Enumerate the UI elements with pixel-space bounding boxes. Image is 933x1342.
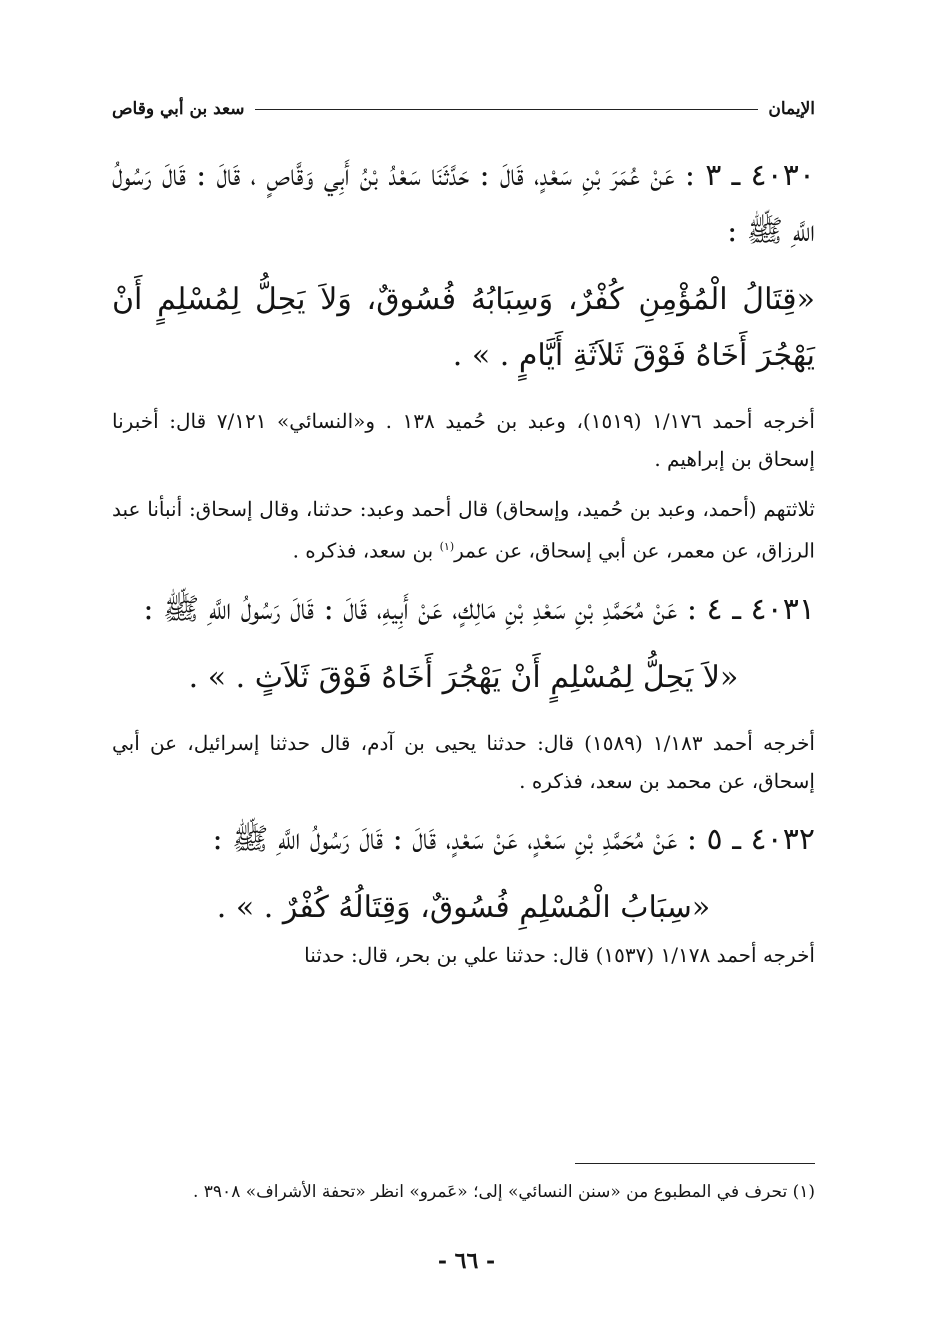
hadith-4032-isnad: ٤٠٣٢ ـ ٥ : عَنْ مُحَمَّدِ بْنِ سَعْدٍ، عَنْ سَعْدٍ، قَالَ : قَالَ رَسُولُ اللَّهِ ﷺ : bbox=[212, 821, 815, 857]
footnote-marker[interactable]: (١) bbox=[439, 540, 455, 553]
hadith-4031-matn: «لاَ يَحِلُّ لِمُسْلِمٍ أَنْ يَهْجُرَ أَخَاهُ فَوْقَ ثَلاَثٍ . » . bbox=[188, 659, 739, 695]
hadith-4032-takhrij: أخرجه أحمد ١/١٧٨ (١٥٣٧) قال: حدثنا علي بن بحر، قال: حدثنا bbox=[304, 942, 815, 967]
header-rule bbox=[255, 109, 759, 110]
page-number: - ٦٦ - bbox=[437, 1248, 496, 1274]
takhrij-text: ثلاثتهم (أحمد، وعبد بن حُميد، وإسحاق) قال أحمد وعبد: حدثنا، وقال إسحاق: أنبأنا عبد الرزاق، عن معمر، عن أبي إسحاق، عن عمر bbox=[112, 497, 815, 563]
running-header bbox=[112, 96, 815, 122]
header-section-title: الإيمان bbox=[768, 99, 815, 119]
hadith-4032-matn: «سِبَابُ الْمُسْلِمِ فُسُوقٌ، وَقِتَالُهُ كُفْرٌ . » . bbox=[216, 889, 711, 925]
footnote-separator bbox=[575, 1163, 815, 1164]
hadith-4030-takhrij-2 bbox=[112, 490, 815, 570]
page-body bbox=[112, 148, 815, 974]
takhrij-text-end: بن سعد، فذكره . bbox=[292, 538, 440, 563]
hadith-4031-isnad: ٤٠٣١ ـ ٤ : عَنْ مُحَمَّدِ بْنِ سَعْدِ بْنِ مَالِكٍ، عَنْ أَبِيهِ، قَالَ : قَالَ رَسُولُ اللَّهِ ﷺ : bbox=[143, 591, 815, 627]
hadith-4030-matn: «قِتَالُ الْمُؤْمِنِ كُفْرٌ، وَسِبَابُهُ فُسُوقٌ، وَلاَ يَحِلُّ لِمُسْلِمٍ أَنْ يَهْجُرَ أَخَاهُ فَوْقَ ثَلاَثَةِ أَيَّامٍ . » . bbox=[112, 282, 815, 373]
hadith-4030-takhrij-1: أخرجه أحمد ١/١٧٦ (١٥١٩)، وعبد بن حُميد ١٣٨ . و«النسائي» ٧/١٢١ قال: أخبرنا إسحاق بن إبراهيم . bbox=[112, 409, 815, 471]
hadith-4031-takhrij: أخرجه أحمد ١/١٨٣ (١٥٨٩) قال: حدثنا يحيى بن آدم، قال حدثنا إسرائيل، عن أبي إسحاق، عن محمد بن سعد، فذكره . bbox=[112, 730, 815, 793]
header-book-title: سعد بن أبي وقاص bbox=[112, 99, 245, 119]
footnote: (١) تحرف في المطبوع من «سنن النسائي» إلى؛ «عَمرو» انظر «تحفة الأشراف» ٣٩٠٨ . bbox=[192, 1182, 815, 1202]
hadith-4030-isnad: ٤٠٣٠ ـ ٣ : عَنْ عُمَرَ بْنِ سَعْدٍ، قَالَ : حَدَّثَنَا سَعْدُ بْنُ أَبِي وَقَّاصٍ ، قَالَ : قَالَ رَسُولُ اللَّهِ ﷺ : bbox=[112, 158, 815, 249]
